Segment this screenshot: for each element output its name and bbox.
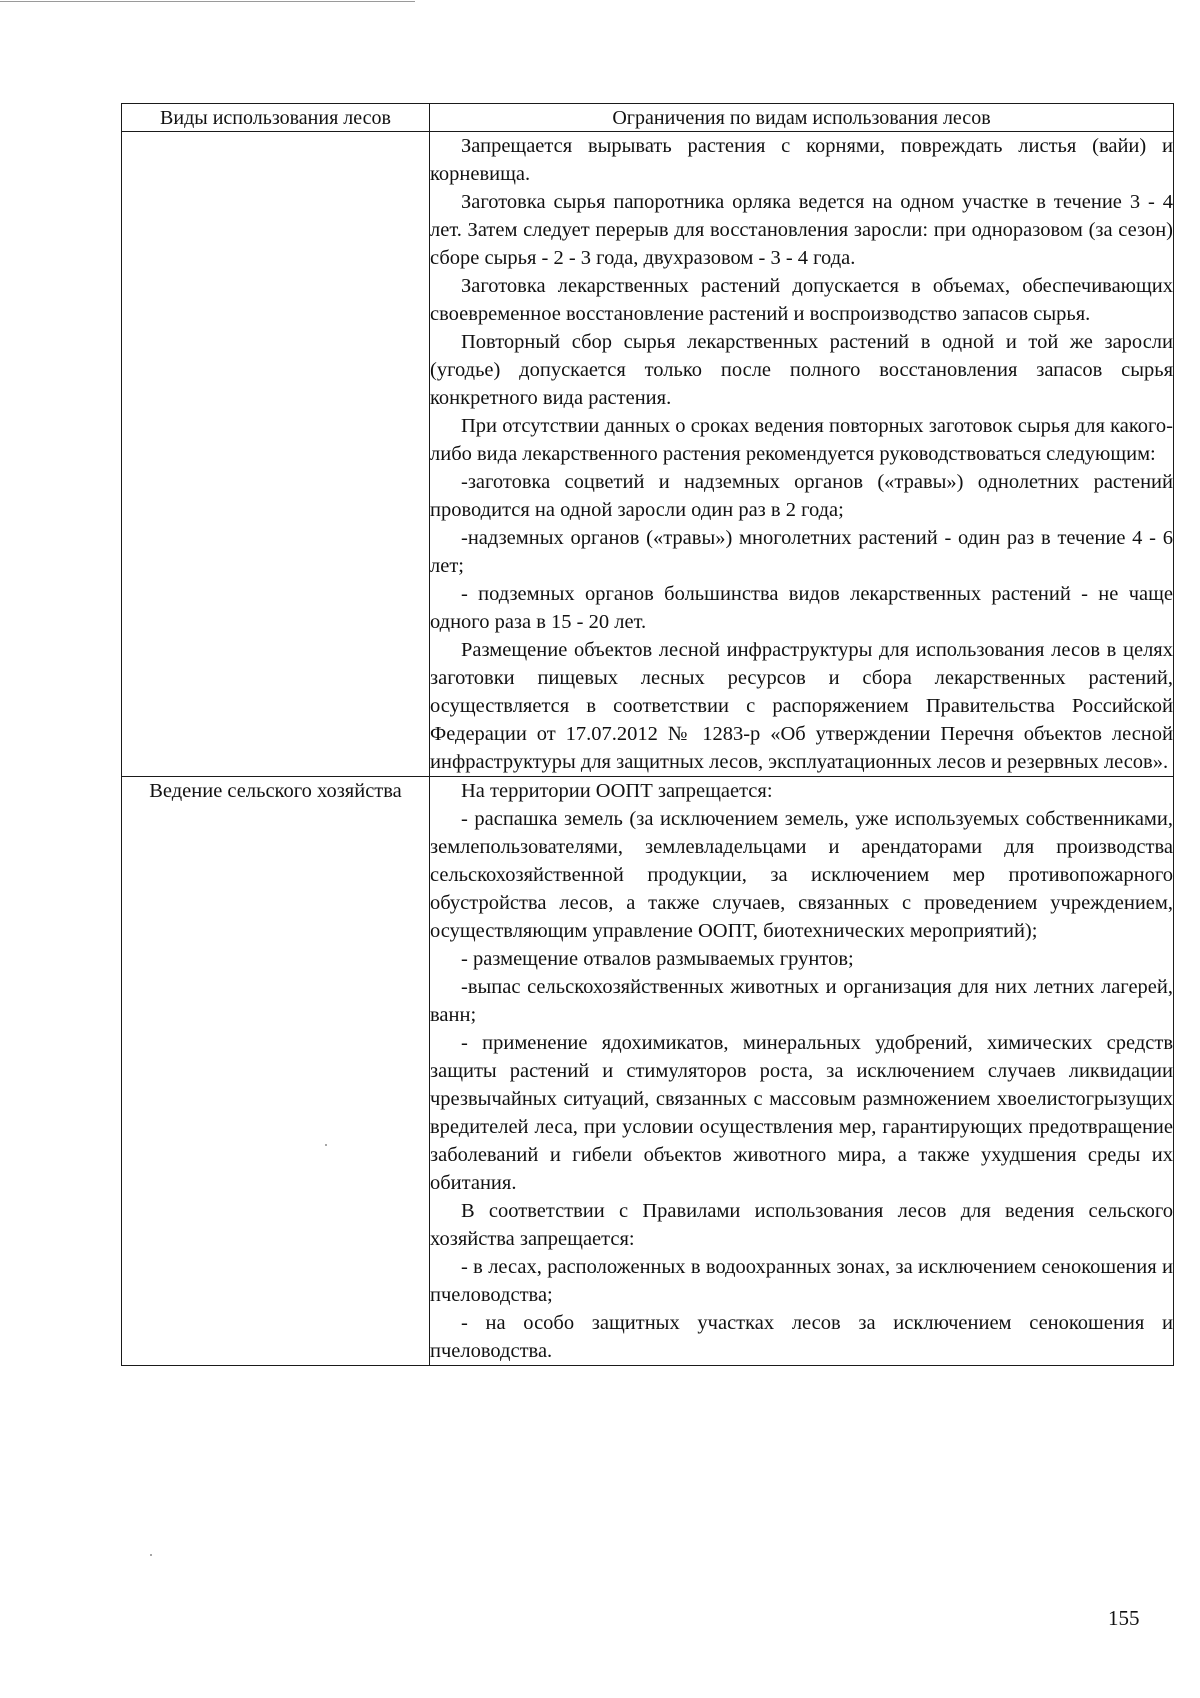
list-item: - в лесах, расположенных в водоохранных зонах, за исключением сенокошения и пчеловодства; — [430, 1256, 1173, 1306]
restrictions-cell — [430, 777, 1174, 1366]
list-item: - применение ядохимикатов, минеральных удобрений, химических средств защиты растений и стимуляторов роста, за исключением случаев ликвидации чрезвычайных ситуаций, связанных с массовым размножением хвоелистогрызущих вредителей леса, при условии осуществления мер, гарантирующих предотвращение заболеваний и гибели объектов животного мира, а также ухудшения среды их обитания. — [430, 1032, 1173, 1194]
list-item: - на особо защитных участках лесов за исключением сенокошения и пчеловодства. — [430, 1312, 1173, 1362]
list-item: - распашка земель (за исключением земель, уже используемых собственниками, землепользователями, землевладельцами и арендаторами для производства сельскохозяйственной продукции, за исключением мер противопожарного обустройства лесов, а также случаев, связанных с проведением учреждением, осуществляющим управление ООПТ, биотехнических мероприятий); — [430, 808, 1173, 942]
scan-speck — [325, 1144, 327, 1146]
paragraph: Размещение объектов лесной инфраструктуры для использования лесов в целях заготовки пищевых лесных ресурсов и сбора лекарственных растений, осуществляется в соответствии с распоряжением Правительства Российской Федерации от 17.07.2012 № 1283-р «Об утверждении Перечня объектов лесной инфраструктуры для защитных лесов, эксплуатационных лесов и резервных лесов». — [430, 639, 1173, 773]
restrictions-cell — [430, 132, 1174, 777]
scan-speck — [150, 1554, 152, 1556]
scan-edge-line — [0, 1, 415, 2]
table-header-row — [122, 104, 1174, 132]
paragraph: Заготовка сырья папоротника орляка ведется на одном участке в течение 3 - 4 лет. Затем следует перерыв для восстановления заросли: при одноразовом (за сезон) сборе сырья - 2 - 3 года, двухразовом - 3 - 4 года. — [430, 191, 1173, 269]
paragraph: Повторный сбор сырья лекарственных растений в одной и той же заросли (угодье) допускается только после полного восстановления запасов сырья конкретного вида растения. — [430, 331, 1173, 409]
page-number: 155 — [1108, 1606, 1140, 1630]
paragraph: При отсутствии данных о сроках ведения повторных заготовок сырья для какого-либо вида лекарственного растения рекомендуется руководствоваться следующим: — [430, 415, 1173, 465]
header-forest-use-types: Виды использования лесов — [122, 104, 430, 132]
list-item: -надземных органов («травы») многолетних растений - один раз в течение 4 - 6 лет; — [430, 527, 1173, 577]
table-row — [122, 132, 1174, 777]
list-item: - размещение отвалов размываемых грунтов; — [461, 948, 854, 970]
restrictions-table — [121, 103, 1174, 1366]
table-row — [122, 777, 1174, 1366]
list-item: -выпас сельскохозяйственных животных и организация для них летних лагерей, ванн; — [430, 976, 1173, 1026]
list-item: -заготовка соцветий и надземных органов («травы») однолетних растений проводится на одной заросли один раз в 2 года; — [430, 471, 1173, 521]
paragraph: Запрещается вырывать растения с корнями, повреждать листья (вайи) и корневища. — [430, 135, 1173, 185]
paragraph: В соответствии с Правилами использования лесов для ведения сельского хозяйства запрещается: — [430, 1200, 1173, 1250]
paragraph: Заготовка лекарственных растений допускается в объемах, обеспечивающих своевременное восстановление растений и воспроизводство запасов сырья. — [430, 275, 1173, 325]
list-item: - подземных органов большинства видов лекарственных растений - не чаще одного раза в 15 - 20 лет. — [430, 583, 1173, 633]
forest-use-type-cell: Ведение сельского хозяйства — [122, 777, 430, 1366]
paragraph: На территории ООПТ запрещается: — [461, 780, 773, 802]
restrictions-table-container — [121, 103, 1173, 1366]
forest-use-type-cell — [122, 132, 430, 777]
header-restrictions: Ограничения по видам использования лесов — [430, 104, 1174, 132]
